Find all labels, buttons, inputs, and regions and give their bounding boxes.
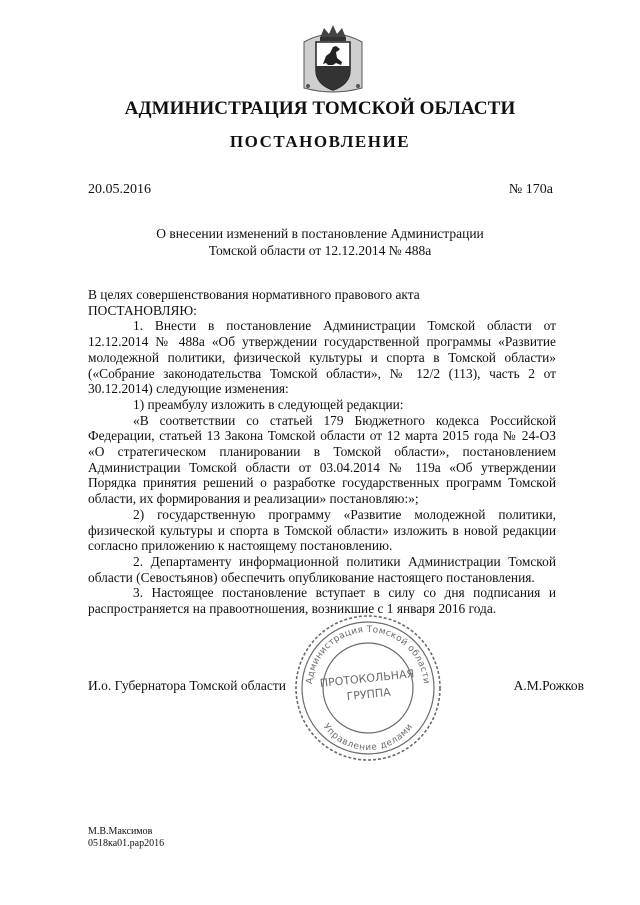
footer-executor-info [88, 826, 164, 850]
document-body [88, 287, 556, 617]
subject-line-1: О внесении изменений в постановление Администрации [156, 226, 484, 241]
document-type: ПОСТАНОВЛЕНИЕ [229, 132, 411, 151]
stamp-center-line-2: ГРУППА [346, 685, 392, 704]
stamp-ring-top-text: Администрация Томской области [305, 624, 431, 685]
clause-3: 3. Настоящее постановление вступает в силу со дня подписания и распространяется на правоотношения, возникшие с 1 января 2016 года. [88, 585, 556, 617]
preamble-quote: «В соответствии со статьей 179 Бюджетного кодекса Российской Федерации, статьей 13 Закона Томской области от 12 марта 2015 года № 24-ОЗ «О стратегическом планировании в Томской области», постановлением Администрации Томской области от 03.04.2014 № 119а «Об утверждении Порядка принятия решений о разработке государственных программ Томской области, их формирования и реализации» постановляю:»; [88, 412, 556, 507]
clause-1-2: 2) государственную программу «Развитие молодежной политики, физической культуры и спорта в Томской области» изложить в новой редакции согласно приложению к настоящему постановлению. [88, 506, 556, 554]
signatory-name: А.М.Рожков [513, 678, 584, 693]
organization-title: АДМИНИСТРАЦИЯ ТОМСКОЙ ОБЛАСТИ [124, 98, 516, 119]
clause-2: 2. Департаменту информационной политики Администрации Томской области (Севостьянов) обеспечить опубликование настоящего постановления. [88, 553, 556, 585]
clause-1-1: 1) преамбулу изложить в следующей редакции: [133, 396, 404, 412]
document-number: № 170а [508, 182, 553, 197]
resolve-heading: ПОСТАНОВЛЯЮ: [88, 302, 197, 318]
executor-name: М.В.Максимов [88, 826, 153, 837]
stamp-seal-icon [292, 612, 444, 764]
signatory-position: И.о. Губернатора Томской области [88, 678, 286, 693]
official-stamp [292, 612, 444, 764]
clause-1: 1. Внести в постановление Администрации Томской области от 12.12.2014 № 488а «Об утверждении государственной программы «Развитие молодежной политики, физической культуры и спорта в Томской области» («Собрание законодательства Томской области», № 12/2 (113), часть 2 от 30.12.2014) следующие изменения: [88, 318, 556, 397]
tomsk-oblast-coat-of-arms-icon [300, 22, 366, 96]
intro-paragraph: В целях совершенствования нормативного правового акта [88, 287, 420, 302]
coat-of-arms-emblem [300, 22, 366, 96]
file-reference: 0518ка01.рар2016 [88, 838, 165, 849]
document-subject [150, 225, 490, 259]
subject-line-2: Томской области от 12.12.2014 № 488а [208, 243, 432, 258]
stamp-ring-bottom-text: Управление делами [320, 722, 416, 754]
document-date: 20.05.2016 [88, 182, 151, 197]
stamp-center-line-1: ПРОТОКОЛЬНАЯ [319, 667, 415, 690]
